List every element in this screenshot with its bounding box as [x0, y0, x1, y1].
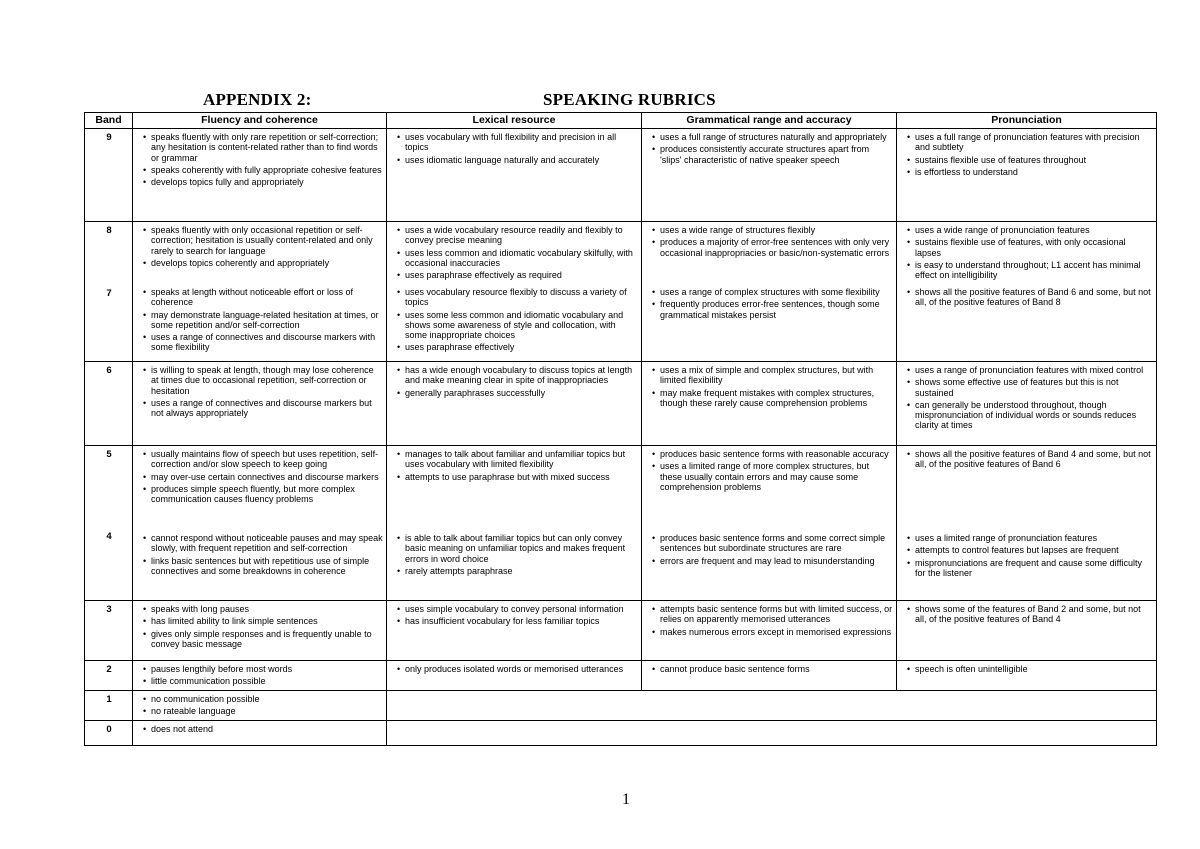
criterion-item: • cannot produce basic sentence forms — [652, 664, 893, 674]
criterion-item: • produces consistently accurate structures apart from 'slips' characteristic of native speaker speech — [652, 144, 893, 165]
criteria-list — [907, 365, 1153, 431]
empty-cell — [387, 690, 1157, 720]
fluency-cell — [133, 661, 387, 691]
header-fluency: Fluency and coherence — [133, 113, 387, 129]
lexical-cell — [387, 222, 642, 362]
criterion-item: • uses idiomatic language naturally and accurately — [397, 155, 638, 165]
appendix-label: APPENDIX 2: — [203, 90, 312, 109]
page-title: SPEAKING RUBRICS — [543, 90, 716, 109]
criterion-item: • may over-use certain connectives and discourse markers — [143, 472, 383, 482]
criteria-list — [143, 449, 383, 531]
criteria-list — [652, 132, 893, 165]
criteria-list — [397, 132, 638, 165]
criterion-item: • uses simple vocabulary to convey personal information — [397, 604, 638, 614]
criterion-item: • is willing to speak at length, though may lose coherence at times due to occasional repetition, self-correction or hesitation — [143, 365, 383, 396]
band-cell: 5 4 — [85, 446, 133, 601]
criterion-item: • produces a majority of error-free sentences with only very occasional inappropriacies or basic/non-systematic errors — [652, 237, 893, 258]
criterion-item: • develops topics coherently and appropriately — [143, 258, 383, 268]
pronunciation-cell — [897, 446, 1157, 601]
band-cell: 3 — [85, 601, 133, 661]
criterion-item: • uses paraphrase effectively as required — [397, 270, 638, 280]
criterion-item: • uses a full range of structures naturally and appropriately — [652, 132, 893, 142]
criterion-item: • uses vocabulary resource flexibly to discuss a variety of topics — [397, 287, 638, 308]
header-lexical: Lexical resource — [387, 113, 642, 129]
criteria-list — [652, 664, 893, 674]
criterion-item: • uses vocabulary with full flexibility and precision in all topics — [397, 132, 638, 153]
criteria-list — [652, 604, 893, 637]
criterion-item: • uses a mix of simple and complex structures, but with limited flexibility — [652, 365, 893, 386]
empty-cell — [387, 720, 1157, 745]
criteria-list — [397, 533, 638, 576]
criterion-item: • uses a wide range of structures flexibly — [652, 225, 893, 235]
criteria-list — [143, 664, 383, 687]
criterion-item: • is effortless to understand — [907, 167, 1153, 177]
criterion-item: • uses some less common and idiomatic vocabulary and shows some awareness of style and collocation, with some inappropriate choices — [397, 310, 638, 341]
criterion-item: • has limited ability to link simple sentences — [143, 616, 383, 626]
criterion-item: • no rateable language — [143, 706, 383, 716]
table-row — [85, 601, 1157, 661]
criterion-item: • sustains flexible use of features throughout — [907, 155, 1153, 165]
criterion-item: • produces basic sentence forms with reasonable accuracy — [652, 449, 893, 459]
table-row — [85, 720, 1157, 745]
criterion-item: • speaks at length without noticeable effort or loss of coherence — [143, 287, 383, 308]
grammar-cell — [642, 601, 897, 661]
criterion-item: • no communication possible — [143, 694, 383, 704]
lexical-cell — [387, 601, 642, 661]
criteria-list — [397, 365, 638, 398]
criterion-item: • manages to talk about familiar and unfamiliar topics but uses vocabulary with limited flexibility — [397, 449, 638, 470]
criteria-list — [143, 604, 383, 649]
criteria-list — [143, 724, 383, 734]
criteria-list — [652, 449, 893, 531]
criterion-item: • uses a wide vocabulary resource readily and flexibly to convey precise meaning — [397, 225, 638, 246]
criterion-item: • shows some of the features of Band 2 and some, but not all, of the positive features of Band 4 — [907, 604, 1153, 625]
criterion-item: • uses a range of pronunciation features with mixed control — [907, 365, 1153, 375]
criteria-list — [397, 604, 638, 627]
criteria-list — [143, 225, 383, 285]
criterion-item: • shows some effective use of features but this is not sustained — [907, 377, 1153, 398]
pronunciation-cell — [897, 222, 1157, 362]
fluency-cell — [133, 362, 387, 446]
criterion-item: • does not attend — [143, 724, 383, 734]
criterion-item: • uses a wide range of pronunciation features — [907, 225, 1153, 235]
criteria-list — [907, 225, 1153, 285]
criterion-item: • speaks fluently with only rare repetition or self-correction; any hesitation is content-related rather than to find words or grammar — [143, 132, 383, 163]
fluency-cell — [133, 222, 387, 362]
criterion-item: • attempts basic sentence forms but with limited success, or relies on apparently memorised utterances — [652, 604, 893, 625]
criterion-item: • pauses lengthily before most words — [143, 664, 383, 674]
criterion-item: • may make frequent mistakes with complex structures, though these rarely cause comprehension problems — [652, 388, 893, 409]
criterion-item: • is able to talk about familiar topics but can only convey basic meaning on unfamiliar topics and makes frequent errors in word choice — [397, 533, 638, 564]
criteria-list — [652, 287, 893, 320]
criterion-item: • sustains flexible use of features, with only occasional lapses — [907, 237, 1153, 258]
criterion-item: • can generally be understood throughout, though mispronunciation of individual words or sounds reduces clarity at times — [907, 400, 1153, 431]
header-band: Band — [85, 113, 133, 129]
criterion-item: • speech is often unintelligible — [907, 664, 1153, 674]
header-grammar: Grammatical range and accuracy — [642, 113, 897, 129]
criterion-item: • links basic sentences but with repetitious use of simple connectives and some breakdowns in coherence — [143, 556, 383, 577]
lexical-cell — [387, 446, 642, 601]
table-row — [85, 661, 1157, 691]
criterion-item: • produces basic sentence forms and some correct simple sentences but subordinate structures are rare — [652, 533, 893, 554]
criterion-item: • shows all the positive features of Band 4 and some, but not all, of the positive features of Band 6 — [907, 449, 1153, 470]
criteria-list — [907, 533, 1153, 578]
criterion-item: • mispronunciations are frequent and cause some difficulty for the listener — [907, 558, 1153, 579]
grammar-cell — [642, 129, 897, 222]
criteria-list — [907, 449, 1153, 531]
criterion-item: • uses a limited range of more complex structures, but these usually contain errors and may cause some comprehension problems — [652, 461, 893, 492]
band-cell: 9 — [85, 129, 133, 222]
grammar-cell — [642, 362, 897, 446]
fluency-cell — [133, 690, 387, 720]
criterion-item: • uses a range of connectives and discourse markers but not always appropriately — [143, 398, 383, 419]
criterion-item: • is easy to understand throughout; L1 accent has minimal effect on intelligibility — [907, 260, 1153, 281]
criteria-list — [397, 225, 638, 285]
criterion-item: • uses a range of connectives and discourse markers with some flexibility — [143, 332, 383, 353]
fluency-cell — [133, 129, 387, 222]
criterion-item: • uses less common and idiomatic vocabulary skilfully, with occasional inaccuracies — [397, 248, 638, 269]
pronunciation-cell — [897, 129, 1157, 222]
criterion-item: • rarely attempts paraphrase — [397, 566, 638, 576]
band-cell: 8 7 — [85, 222, 133, 362]
criterion-item: • uses a full range of pronunciation features with precision and subtlety — [907, 132, 1153, 153]
pronunciation-cell — [897, 661, 1157, 691]
criteria-list — [652, 533, 893, 566]
criteria-list — [907, 287, 1153, 308]
criteria-list — [143, 365, 383, 418]
criterion-item: • speaks fluently with only occasional repetition or self-correction; hesitation is usually content-related and only rarely to search for language — [143, 225, 383, 256]
grammar-cell — [642, 222, 897, 362]
table-header-row — [85, 113, 1157, 129]
criterion-item: • shows all the positive features of Band 6 and some, but not all, of the positive features of Band 8 — [907, 287, 1153, 308]
criterion-item: • speaks coherently with fully appropriate cohesive features — [143, 165, 383, 175]
criteria-list — [652, 225, 893, 285]
criteria-list — [907, 132, 1153, 177]
header-pronunciation: Pronunciation — [897, 113, 1157, 129]
lexical-cell — [387, 129, 642, 222]
criteria-list — [397, 287, 638, 353]
table-row — [85, 129, 1157, 222]
criterion-item: • errors are frequent and may lead to misunderstanding — [652, 556, 893, 566]
criteria-list — [907, 664, 1153, 674]
criteria-list — [143, 132, 383, 187]
criterion-item: • cannot respond without noticeable pauses and may speak slowly, with frequent repetition and self-correction — [143, 533, 383, 554]
fluency-cell — [133, 601, 387, 661]
table-row — [85, 446, 1157, 601]
band-cell: 0 — [85, 720, 133, 745]
criterion-item: • uses a range of complex structures with some flexibility — [652, 287, 893, 297]
grammar-cell — [642, 446, 897, 601]
criterion-item: • uses paraphrase effectively — [397, 342, 638, 352]
table-row — [85, 690, 1157, 720]
criterion-item: • speaks with long pauses — [143, 604, 383, 614]
criteria-list — [397, 449, 638, 531]
criterion-item: • uses a limited range of pronunciation features — [907, 533, 1153, 543]
fluency-cell — [133, 720, 387, 745]
criteria-list — [907, 604, 1153, 625]
criterion-item: • frequently produces error-free sentences, though some grammatical mistakes persist — [652, 299, 893, 320]
criterion-item: • may demonstrate language-related hesitation at times, or some repetition and/or self-correction — [143, 310, 383, 331]
table-row — [85, 362, 1157, 446]
pronunciation-cell — [897, 601, 1157, 661]
criterion-item: • generally paraphrases successfully — [397, 388, 638, 398]
speaking-rubrics-table — [84, 112, 1157, 746]
criterion-item: • attempts to use paraphrase but with mixed success — [397, 472, 638, 482]
criterion-item: • only produces isolated words or memorised utterances — [397, 664, 638, 674]
criterion-item: • makes numerous errors except in memorised expressions — [652, 627, 893, 637]
page-number: 1 — [622, 791, 630, 808]
table-row — [85, 222, 1157, 362]
fluency-cell — [133, 446, 387, 601]
criterion-item: • has a wide enough vocabulary to discuss topics at length and make meaning clear in spite of inappropriacies — [397, 365, 638, 386]
criteria-list — [143, 533, 383, 576]
criterion-item: • gives only simple responses and is frequently unable to convey basic message — [143, 629, 383, 650]
band-cell: 1 — [85, 690, 133, 720]
band-cell: 6 — [85, 362, 133, 446]
grammar-cell — [642, 661, 897, 691]
criterion-item: • has insufficient vocabulary for less familiar topics — [397, 616, 638, 626]
criteria-list — [143, 694, 383, 717]
criteria-list — [397, 664, 638, 674]
criteria-list — [143, 287, 383, 353]
pronunciation-cell — [897, 362, 1157, 446]
lexical-cell — [387, 661, 642, 691]
criterion-item: • produces simple speech fluently, but more complex communication causes fluency problems — [143, 484, 383, 505]
criteria-list — [652, 365, 893, 408]
criterion-item: • usually maintains flow of speech but uses repetition, self-correction and/or slow speech to keep going — [143, 449, 383, 470]
band-cell: 2 — [85, 661, 133, 691]
criterion-item: • little communication possible — [143, 676, 383, 686]
lexical-cell — [387, 362, 642, 446]
criterion-item: • develops topics fully and appropriately — [143, 177, 383, 187]
criterion-item: • attempts to control features but lapses are frequent — [907, 545, 1153, 555]
